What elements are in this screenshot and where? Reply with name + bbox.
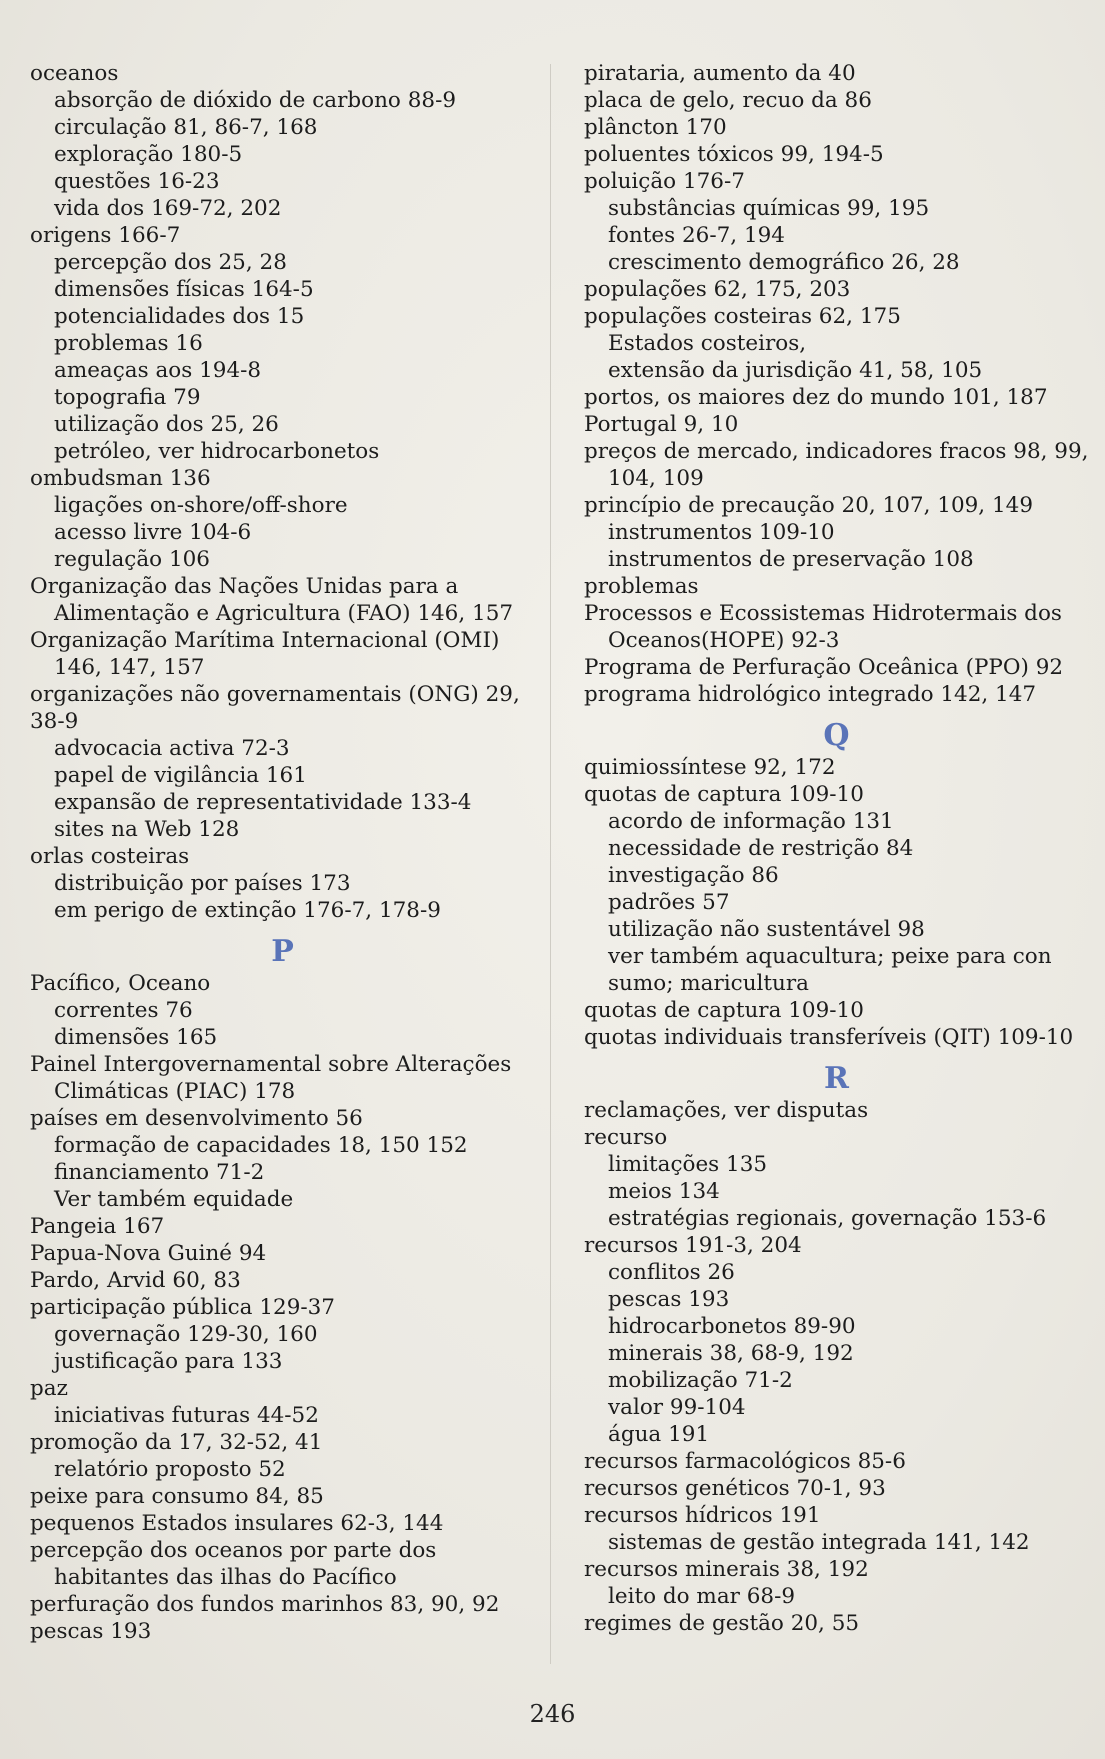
index-subentry: valor 99-104 (608, 1395, 746, 1420)
index-entry: orlas costeiras (30, 844, 190, 869)
index-subentry: sumo; maricultura (608, 971, 809, 996)
index-entry: quimiossíntese 92, 172 (584, 755, 836, 780)
index-subentry: crescimento demográfico 26, 28 (608, 250, 960, 275)
index-subentry: papel de vigilância 161 (54, 763, 307, 788)
index-entry: percepção dos oceanos por parte dos (30, 1538, 437, 1563)
index-subentry: instrumentos 109-10 (608, 520, 835, 545)
index-subentry: percepção dos 25, 28 (54, 250, 287, 275)
index-subentry: correntes 76 (54, 998, 193, 1023)
index-entry: pescas 193 (30, 1619, 152, 1644)
index-subentry: substâncias químicas 99, 195 (608, 196, 930, 221)
index-subentry: exploração 180-5 (54, 142, 243, 167)
index-entry: recursos farmacológicos 85-6 (584, 1449, 906, 1474)
index-subentry: dimensões físicas 164-5 (54, 277, 314, 302)
index-subentry: instrumentos de preservação 108 (608, 547, 974, 572)
index-subentry: distribuição por países 173 (54, 871, 351, 896)
index-entry: países em desenvolvimento 56 (30, 1106, 363, 1131)
index-entry: origens 166-7 (30, 223, 181, 248)
index-entry: recursos minerais 38, 192 (584, 1557, 869, 1582)
index-letter-heading: P (271, 934, 294, 969)
index-subentry: leito do mar 68-9 (608, 1584, 796, 1609)
index-entry: Painel Intergovernamental sobre Alterações (30, 1052, 512, 1077)
index-letter-heading: Q (823, 718, 850, 753)
index-letter-heading: R (824, 1061, 849, 1096)
index-entry: programa hidrológico integrado 142, 147 (584, 682, 1037, 707)
index-subentry: sites na Web 128 (54, 817, 240, 842)
index-entry: portos, os maiores dez do mundo 101, 187 (584, 385, 1048, 410)
index-entry: oceanos (30, 61, 119, 86)
index-entry: princípio de precaução 20, 107, 109, 149 (584, 493, 1034, 518)
index-entry: organizações não governamentais (ONG) 29, (30, 682, 520, 707)
index-entry: pirataria, aumento da 40 (584, 61, 856, 86)
index-entry: problemas (584, 574, 699, 599)
index-entry: reclamações, ver disputas (584, 1098, 869, 1123)
index-entry: recurso (584, 1125, 668, 1150)
index-subentry: minerais 38, 68-9, 192 (608, 1341, 854, 1366)
index-subentry: Climáticas (PIAC) 178 (54, 1079, 296, 1104)
index-subentry: formação de capacidades 18, 150 152 (54, 1133, 468, 1158)
index-subentry: iniciativas futuras 44-52 (54, 1403, 319, 1428)
index-subentry: limitações 135 (608, 1152, 768, 1177)
index-subentry: meios 134 (608, 1179, 720, 1204)
index-subentry: sistemas de gestão integrada 141, 142 (608, 1530, 1030, 1555)
index-subentry: Oceanos(HOPE) 92-3 (608, 628, 840, 653)
index-subentry: utilização não sustentável 98 (608, 917, 925, 942)
index-entry: perfuração dos fundos marinhos 83, 90, 92 (30, 1592, 500, 1617)
index-subentry: acordo de informação 131 (608, 809, 894, 834)
index-subentry: conflitos 26 (608, 1260, 735, 1285)
index-subentry: relatório proposto 52 (54, 1457, 286, 1482)
index-entry: 38-9 (30, 709, 79, 734)
index-subentry: vida dos 169-72, 202 (54, 196, 282, 221)
index-entry: recursos hídricos 191 (584, 1503, 821, 1528)
index-subentry: expansão de representatividade 133-4 (54, 790, 472, 815)
index-subentry: habitantes das ilhas do Pacífico (54, 1565, 397, 1590)
index-subentry: estratégias regionais, governação 153-6 (608, 1206, 1047, 1231)
index-entry: quotas de captura 109-10 (584, 782, 864, 807)
index-entry: promoção da 17, 32-52, 41 (30, 1430, 323, 1455)
index-subentry: mobilização 71-2 (608, 1368, 793, 1393)
index-subentry: em perigo de extinção 176-7, 178-9 (54, 898, 441, 923)
index-entry: Organização Marítima Internacional (OMI) (30, 628, 500, 653)
index-entry: Pardo, Arvid 60, 83 (30, 1268, 241, 1293)
index-subentry: questões 16-23 (54, 169, 220, 194)
index-subentry: ameaças aos 194-8 (54, 358, 262, 383)
index-subentry: justificação para 133 (54, 1349, 283, 1374)
index-entry: peixe para consumo 84, 85 (30, 1484, 324, 1509)
index-subentry: fontes 26-7, 194 (608, 223, 785, 248)
index-entry: placa de gelo, recuo da 86 (584, 88, 872, 113)
index-subentry: hidrocarbonetos 89-90 (608, 1314, 856, 1339)
index-entry: poluição 176-7 (584, 169, 745, 194)
index-entry: recursos 191-3, 204 (584, 1233, 802, 1258)
column-divider (550, 64, 551, 1664)
index-subentry: circulação 81, 86-7, 168 (54, 115, 318, 140)
page-number: 246 (529, 1700, 576, 1728)
index-subentry: 146, 147, 157 (54, 655, 205, 680)
index-entry: Papua-Nova Guiné 94 (30, 1241, 267, 1266)
index-subentry: necessidade de restrição 84 (608, 836, 914, 861)
index-subentry: investigação 86 (608, 863, 779, 888)
index-entry: populações costeiras 62, 175 (584, 304, 901, 329)
index-entry: preços de mercado, indicadores fracos 98, 99, (584, 439, 1089, 464)
index-subentry: 104, 109 (608, 466, 704, 491)
index-subentry: Alimentação e Agricultura (FAO) 146, 157 (54, 601, 514, 626)
index-entry: populações 62, 175, 203 (584, 277, 851, 302)
index-column-right (584, 60, 1089, 1637)
index-entry: Organização das Nações Unidas para a (30, 574, 459, 599)
index-subentry: Ver também equidade (54, 1187, 294, 1212)
index-entry: pequenos Estados insulares 62-3, 144 (30, 1511, 444, 1536)
index-subentry: governação 129-30, 160 (54, 1322, 318, 1347)
index-entry: Pacífico, Oceano (30, 971, 211, 996)
index-entry: Pangeia 167 (30, 1214, 165, 1239)
index-entry: Programa de Perfuração Oceânica (PPO) 92 (584, 655, 1064, 680)
index-subentry: dimensões 165 (54, 1025, 218, 1050)
index-entry: recursos genéticos 70-1, 93 (584, 1476, 886, 1501)
index-subentry: água 191 (608, 1422, 710, 1447)
index-entry: Processos e Ecossistemas Hidrotermais dos (584, 601, 1062, 626)
index-subentry: padrões 57 (608, 890, 730, 915)
index-column-left (30, 60, 535, 1645)
index-subentry: ligações on-shore/off-shore (54, 493, 348, 518)
index-subentry: advocacia activa 72-3 (54, 736, 290, 761)
index-subentry: potencialidades dos 15 (54, 304, 305, 329)
index-entry: paz (30, 1376, 68, 1401)
index-subentry: problemas 16 (54, 331, 203, 356)
index-subentry: Estados costeiros, (608, 331, 807, 356)
index-entry: quotas de captura 109-10 (584, 998, 864, 1023)
index-entry: poluentes tóxicos 99, 194-5 (584, 142, 884, 167)
index-subentry: acesso livre 104-6 (54, 520, 252, 545)
index-entry: regimes de gestão 20, 55 (584, 1611, 860, 1636)
index-subentry: pescas 193 (608, 1287, 730, 1312)
index-subentry: financiamento 71-2 (54, 1160, 265, 1185)
index-entry: plâncton 170 (584, 115, 727, 140)
index-entry: ombudsman 136 (30, 466, 211, 491)
index-subentry: ver também aquacultura; peixe para con (608, 944, 1052, 969)
index-subentry: petróleo, ver hidrocarbonetos (54, 439, 380, 464)
index-subentry: regulação 106 (54, 547, 210, 572)
index-subentry: absorção de dióxido de carbono 88-9 (54, 88, 457, 113)
index-subentry: topografia 79 (54, 385, 201, 410)
index-entry: participação pública 129-37 (30, 1295, 335, 1320)
index-subentry: extensão da jurisdição 41, 58, 105 (608, 358, 983, 383)
index-entry: Portugal 9, 10 (584, 412, 739, 437)
index-entry: quotas individuais transferíveis (QIT) 109-10 (584, 1025, 1074, 1050)
index-subentry: utilização dos 25, 26 (54, 412, 279, 437)
